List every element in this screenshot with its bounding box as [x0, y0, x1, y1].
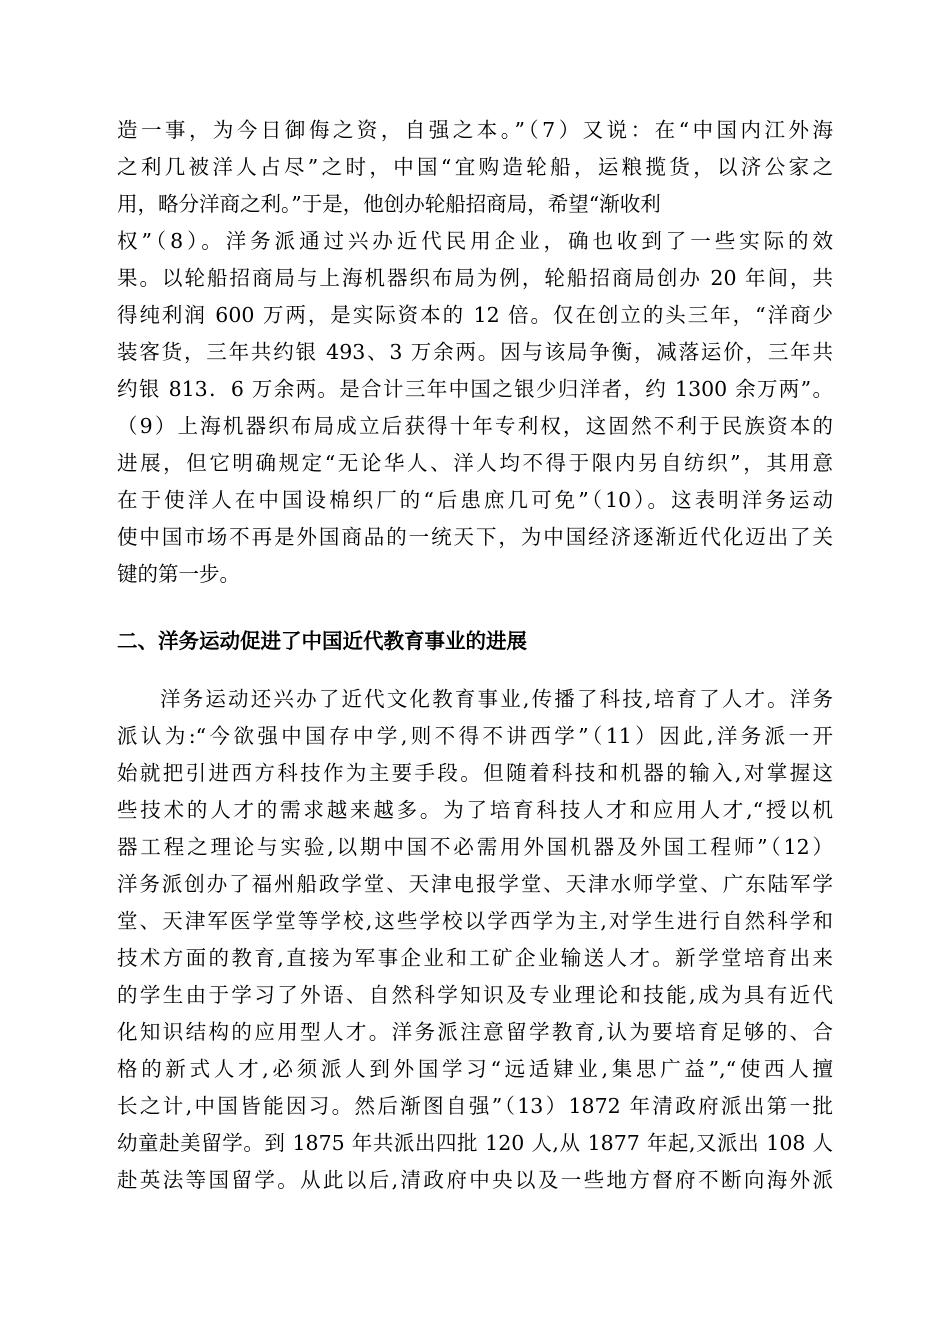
paragraph-line: 格的新式人才,必须派人到外国学习“远适肄业,集思广益”,“使西人擅 [117, 1057, 833, 1081]
paragraph-line: 果。以轮船招商局与上海机器织布局为例，轮船招商局创办 20 年间，共 [117, 266, 833, 290]
paragraph-line: 器工程之理论与实验,以期中国不必需用外国机器及外国工程师”（12） [117, 835, 833, 859]
paragraph-line: （9）上海机器织布局成立后获得十年专利权，这固然不利于民族资本的 [117, 414, 833, 438]
paragraph-line: 派认为:“今欲强中国存中学,则不得不讲西学”（11）因此,洋务派一开 [117, 724, 833, 748]
paragraph-line: 化知识结构的应用型人才。洋务派注意留学教育,认为要培育足够的、合 [117, 1020, 833, 1044]
paragraph-line: 幼童赴美留学。到 1875 年共派出四批 120 人,从 1877 年起,又派出 108 人 [117, 1131, 833, 1155]
paragraph-line: 长之计,中国皆能因习。然后渐图自强”（13）1872 年清政府派出第一批 [117, 1094, 833, 1118]
paragraph-line: 洋务运动还兴办了近代文化教育事业,传播了科技,培育了人才。洋务 [160, 687, 833, 711]
paragraph-line: 之利几被洋人占尽”之时，中国“宜购造轮船，运粮揽货，以济公家之 [117, 155, 833, 179]
paragraph-line: 用，略分洋商之利。”于是，他创办轮船招商局，希望“渐收利 [117, 192, 661, 216]
section-heading: 二、洋务运动促进了中国近代教育事业的进展 [117, 629, 527, 653]
paragraph-line: 的学生由于学习了外语、自然科学知识及专业理论和技能,成为具有近代 [117, 983, 833, 1007]
paragraph-line: 使中国市场不再是外国商品的一统天下，为中国经济逐渐近代化迈出了关 [117, 525, 833, 549]
paragraph-line: 装客货，三年共约银 493、3 万余两。因与该局争衡，减落运价，三年共 [117, 340, 833, 364]
paragraph-line: 键的第一步。 [117, 562, 240, 586]
paragraph-line: 些技术的人才的需求越来越多。为了培育科技人才和应用人才,“授以机 [117, 798, 833, 822]
paragraph-line: 洋务派创办了福州船政学堂、天津电报学堂、天津水师学堂、广东陆军学 [117, 872, 833, 896]
paragraph-line: 始就把引进西方科技作为主要手段。但随着科技和机器的输入,对掌握这 [117, 761, 833, 785]
paragraph-line: 造一事，为今日御侮之资，自强之本。”（7）又说：在“中国内江外海 [117, 118, 833, 142]
paragraph-line: 赴英法等国留学。从此以后,清政府中央以及一些地方督府不断向海外派 [117, 1168, 833, 1192]
paragraph-line: 在于使洋人在中国设棉织厂的“后患庶几可免”（10）。这表明洋务运动 [117, 488, 833, 512]
paragraph-line: 进展，但它明确规定“无论华人、洋人均不得于限内另自纺织”，其用意 [117, 451, 833, 475]
paragraph-line: 技术方面的教育,直接为军事企业和工矿企业输送人才。新学堂培育出来 [117, 946, 833, 970]
paragraph-line: 权”（8）。洋务派通过兴办近代民用企业，确也收到了一些实际的效 [117, 229, 833, 253]
paragraph-line: 约银 813．6 万余两。是合计三年中国之银少归洋者，约 1300 余万两”。 [117, 377, 833, 401]
paragraph-line: 堂、天津军医学堂等学校,这些学校以学西学为主,对学生进行自然科学和 [117, 909, 833, 933]
paragraph-line: 得纯利润 600 万两，是实际资本的 12 倍。仅在创立的头三年，“洋商少 [117, 303, 833, 327]
